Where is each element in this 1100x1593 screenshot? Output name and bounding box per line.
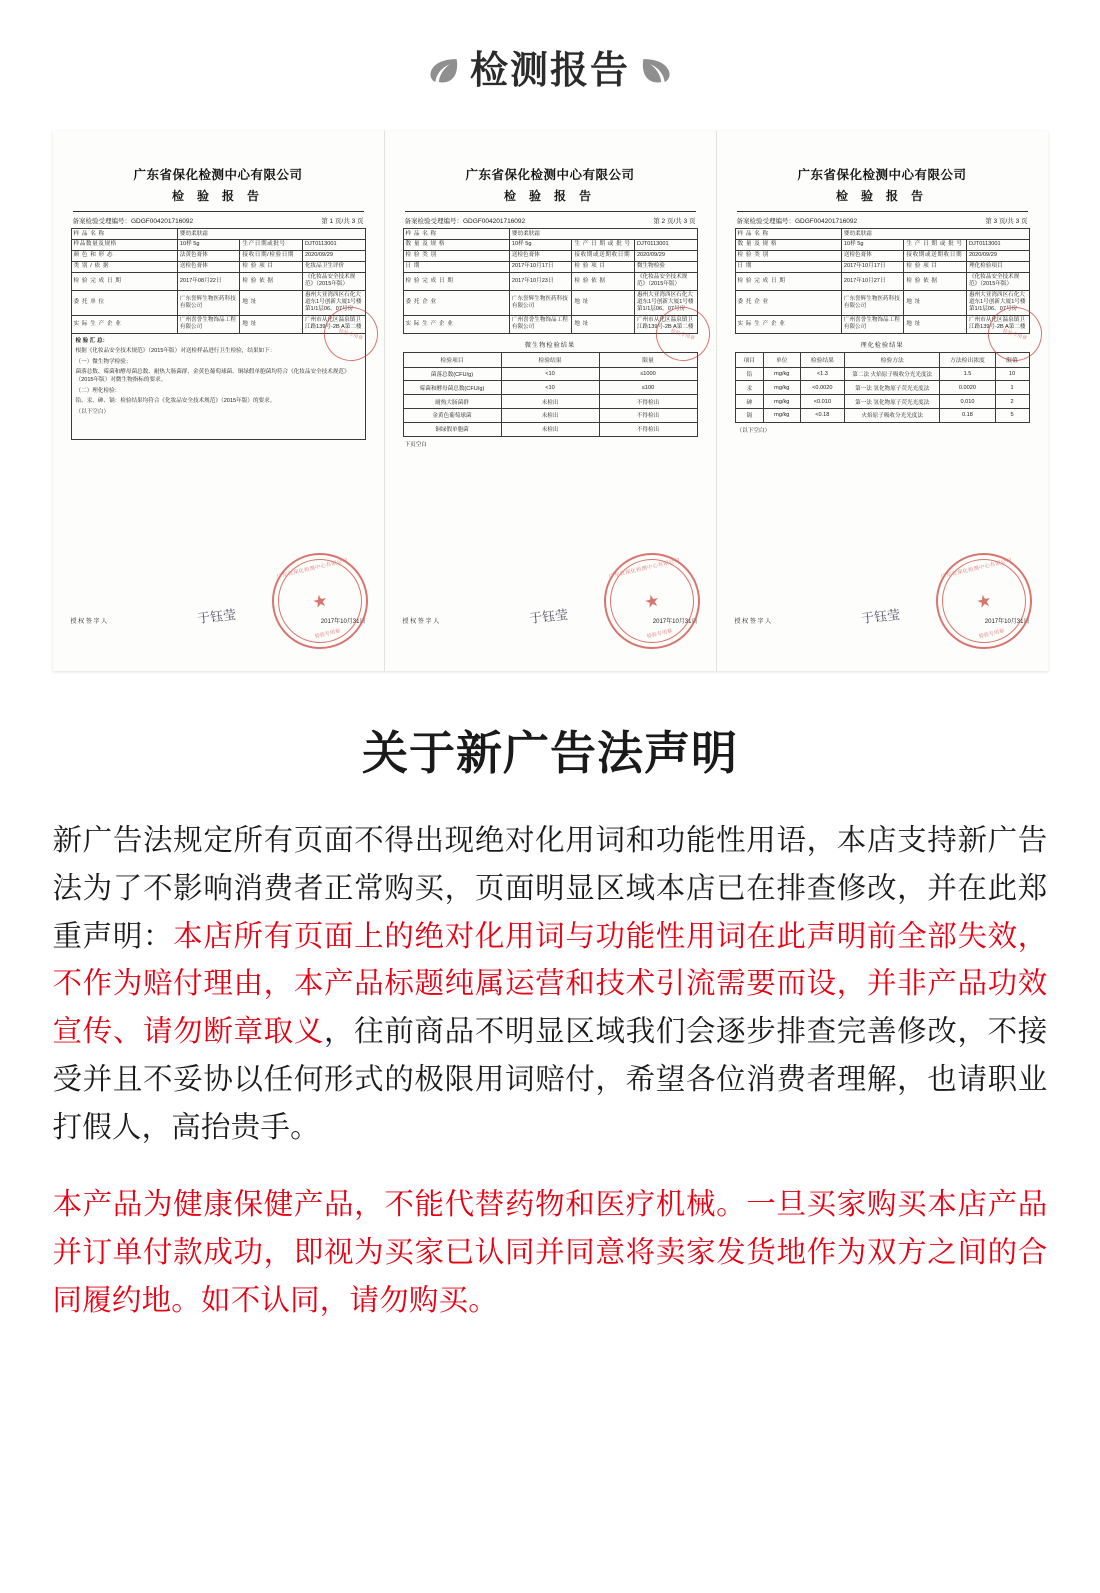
page-number: 第 3 页/共 3 页 [985,218,1028,225]
table-row: 耐热大肠菌群 未检出 不得检出 [403,395,697,409]
table-row: 实 际 生 产 企 业 广州喜誉生物饰品工程有限公司 地 址 广州市从化区温泉镇卫江路139号-2B A第二楼 [735,315,1029,333]
table-row: 检 验 完 成 日 期 2017年08月22日 检 验 依 据 《化妆品安全技术规范》（2015年版） [71,272,365,290]
table-row: 委 托 企 业 广东誉辉生物医药科技有限公司 地 址 惠州大亚湾西区石化大道东1号创新大厦1号楼第1/1层06、07号房 [403,290,697,315]
side-stamp-text: 检验专用章 [1001,327,1028,342]
certificate-page-3[interactable] [717,131,1048,671]
results-note: 下页空白 [404,441,427,448]
stamp-text-top: 广东省保化检测中心有限公司 [608,557,681,580]
table-row: 实 际 生 产 企 业 广州喜誉生物饰品工程有限公司 地 址 广州市从化区温泉镇卫江路139号-2B A第二楼 [403,315,697,333]
table-row: 样 品 名 称 婴幼柔肤霜 [403,229,697,240]
table-row: 样品数量及规格 10样 5g 生产日期或批号 DJT0113001 [71,239,365,250]
accept-no: 备案检验受理编号：GDGF004201716092 [72,218,194,225]
table-row: 镉 mg/kg <0.18 火焰原子吸收分光光度法 0.18 5 [735,408,1029,422]
table-row: 汞 mg/kg <0.0020 第一法 氢化物原子荧光光度法 0.0020 1 [735,381,1029,395]
leaf-icon [640,54,674,88]
official-stamp [594,543,709,658]
table-row: 菌落总数(CFU/g) <10 ≤1000 [403,367,697,381]
table-header-row: 检验项目 检验结果 限量 [403,352,697,367]
certificate-field-table [71,228,366,334]
divider [405,211,696,212]
certificate-field-table [735,228,1030,334]
statement-text-black-a: 新广告法规定所有页面不得出现绝对化用词和功能性用语，本店支持新广告法为了不影响消费者正常购买，页面明显区域本店已在排查修改，并在此郑重声明： [52,824,1048,953]
table-row: 日 期 2017年10月17日 检 验 项 目 微生物检验 [403,261,697,272]
certificate-field-table [403,228,698,334]
table-row: 样 品 名 称 婴幼柔肤霜 [71,229,365,240]
table-row: 日 期 2017年10月17日 检 验 项 目 理化检验项目 [735,261,1029,272]
side-stamp-text: 检验专用章 [669,327,696,342]
summary-title: 检 验 汇 总： [75,337,109,344]
certificate-page-1[interactable] [53,131,385,671]
table-row: 铅 mg/kg <1.3 第二法 火焰原子吸收分光光度法 1.5 10 [735,367,1029,381]
table-row: 金黄色葡萄球菌 未检出 不得检出 [403,408,697,422]
certificate-org: 广东省保化检测中心有限公司 [465,168,635,182]
table-row: 砷 mg/kg <0.010 第一法 氢化物原子荧光光度法 0.010 2 [735,395,1029,409]
approver-label: 授 权 签 字 人 [734,619,772,625]
table-row: 类 别 / 依 据 送检色膏体 检 验 项 目 化妆品卫生评价 [71,261,365,272]
signature-row [735,606,1030,625]
signature-row [403,606,698,625]
page-number: 第 2 页/共 3 页 [653,218,696,225]
physicochemical-results-table [735,352,1030,423]
table-header-row: 项目 单位 检验结果 检验方法 方法检出浓度 限值 [735,352,1029,367]
table-row: 数 量 及 规 格 10样 5g 生 产 日 期 或 批 号 DJT0113001 [735,239,1029,250]
stamp-text-top: 广东省保化检测中心有限公司 [940,557,1013,580]
advertising-law-statement [53,717,1048,1325]
table-row: 检 验 完 成 日 期 2017年10月23日 检 验 依 据 《化妆品安全技术规范》（2015年版） [403,272,697,290]
table-row: 霉菌和酵母菌总数(CFU/g) <10 ≤100 [403,381,697,395]
table-row: 数 量 及 规 格 10样 5g 生 产 日 期 或 批 号 DJT0113001 [403,239,697,250]
stamp-ring [601,551,702,652]
approver-label: 授 权 签 字 人 [70,619,108,625]
results-note: （以下空白） [736,427,771,434]
star-icon: ★ [641,590,662,612]
issue-date: 2017年10月31日 [984,619,1030,625]
approver-signature: 于钰莹 [860,606,902,626]
certificate-summary: 检 验 汇 总： 根据《化妆品安全技术规范》（2015年版）对送检样品进行卫生检验，结果如下： （一）微生物学检验： 菌落总数、霉菌和酵母菌总数、耐热大肠菌群、金黄色葡萄球菌、铜绿假单胞菌均符合《化妆品安全技术规范》（2015年版）对微生物指标的要求。 （二）理化检验： 铅、汞、砷、镉：检验结果均符合《化妆品安全技术规范》（2015年版）的要求。 （以下空白） [71,334,366,440]
page-header [0,0,1100,103]
side-stamp-text: 检验专用章 [337,327,364,342]
official-stamp [926,543,1041,658]
microbiology-results-table [403,352,698,437]
table-row: 颜 色 和 形 态 法黄色膏体 接收日期/检验日期 2020/09/29 [71,250,365,261]
approver-label: 授 权 签 字 人 [402,619,440,625]
table-row: 委 托 企 业 广东誉辉生物医药科技有限公司 地 址 惠州大亚湾西区石化大道东1号创新大厦1号楼第1/1层06、07号房 [735,290,1029,315]
page-number: 第 1 页/共 3 页 [321,218,364,225]
leaf-icon [426,54,460,88]
accept-no: 备案检验受理编号：GDGF004201716092 [736,218,858,225]
approver-signature: 于钰莹 [196,606,238,626]
page-title: 检测报告 [469,50,630,92]
star-icon: ★ [973,590,994,612]
stamp-ring [933,551,1034,652]
certificate-doc-title: 检 验 报 告 [835,189,928,203]
divider [73,211,364,212]
stamp-text-bottom: 检验专用章 [977,628,1005,640]
stamp-text-bottom: 检验专用章 [645,628,673,640]
certificate-gallery [53,131,1048,671]
table-row: 检 验 类 别 送检色膏体 接收期或送期收日期 2020/09/29 [735,250,1029,261]
approver-signature: 于钰莹 [528,606,570,626]
certificate-org: 广东省保化检测中心有限公司 [797,168,967,182]
certificate-org: 广东省保化检测中心有限公司 [133,168,303,182]
official-stamp [262,543,377,658]
signature-row [71,606,366,625]
statement-text-black-b: ，往前商品不明显区域我们会逐步排查完善修改，不接受并且不妥协以任何形式的极限用词赔付，希望各位消费者理解，也请职业打假人，高抬贵手。 [52,1015,1048,1144]
divider [737,211,1028,212]
stamp-text-bottom: 检验专用章 [313,628,341,640]
table-row: 检 验 类 别 送检色膏体 接收期或送期收日期 2020/09/29 [403,250,697,261]
stamp-ring [269,551,370,652]
table-row: 检 验 完 成 日 期 2017年10月27日 检 验 依 据 《化妆品安全技术规范》（2015年版） [735,272,1029,290]
statement-text-red: 本店所有页面上的绝对化用词与功能性用词在此声明前全部失效，不作为赔付理由，本产品标题纯属运营和技术引流需要而设，并非产品功效宣传、请勿断章取义 [52,919,1048,1049]
accept-no: 备案检验受理编号：GDGF004201716092 [404,218,526,225]
statement-title: 关于新广告法声明 [362,727,738,779]
certificate-page-2[interactable] [385,131,717,671]
statement-paragraph-2: 本产品为健康保健产品，不能代替药物和医疗机械。一旦买家购买本店产品并订单付款成功，即视为买家已认同并同意将卖家发货地作为双方之间的合同履约地。如不认同，请勿购买。 [52,1188,1048,1318]
results-title: 微生物检验结果 [524,341,576,349]
table-row: 铜绿假单胞菌 未检出 不得检出 [403,422,697,436]
certificate-doc-title: 检 验 报 告 [171,189,264,203]
table-row: 委 托 单 位 广东誉辉生物医药科技有限公司 地 址 惠州大亚湾西区石化大道东1号创新大厦1号楼第1/1层06、07号房 [71,290,365,315]
results-title: 理化检验结果 [860,341,904,349]
star-icon: ★ [309,590,330,612]
table-row: 实 际 生 产 企 业 广州喜誉生物饰品工程有限公司 地 址 广州市从化区温泉镇卫江路139号-2B A第二楼 [71,315,365,333]
issue-date: 2017年10月31日 [652,619,698,625]
certificate-doc-title: 检 验 报 告 [503,189,596,203]
statement-paragraph-1 [53,817,1048,1151]
stamp-text-top: 广东省保化检测中心有限公司 [276,557,349,580]
table-row: 样 品 名 称 婴幼柔肤霜 [735,229,1029,240]
issue-date: 2017年10月31日 [320,619,366,625]
